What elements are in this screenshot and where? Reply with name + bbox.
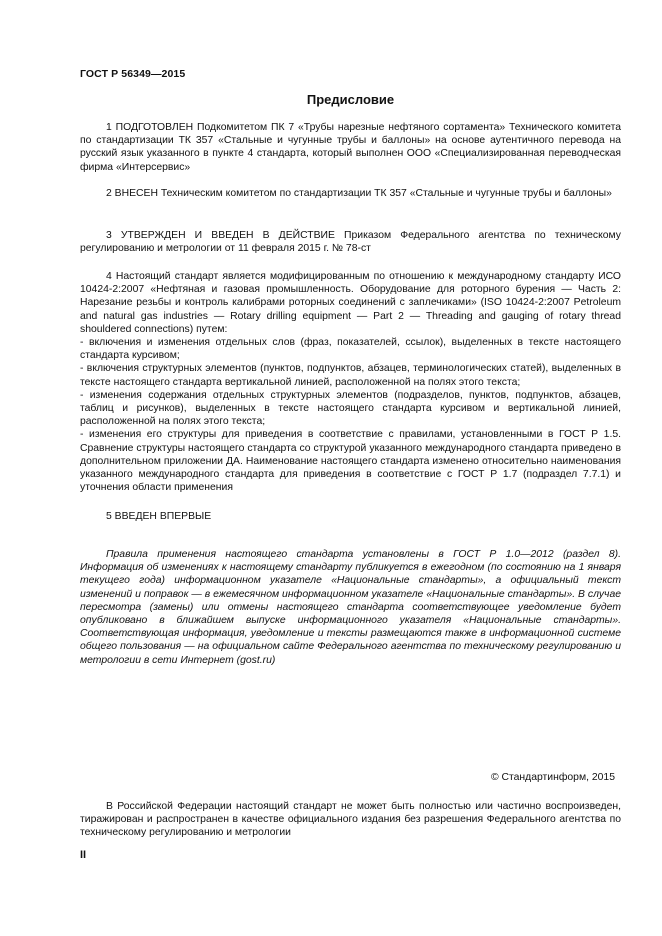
paragraph-application-rules-text: Правила применения настоящего стандарта установлены в ГОСТ Р 1.0—2012 (раздел 8). Информация об изменениях к настоящему стандарту публикуется в ежегодном (по состоянию на 1 января текущего года) информационном указателе «Национальные стандарты», а официальный текст изменений и поправок — в ежемесячном информационном указателе «Национальные стандарты». В случае пересмотра (замены) или отмены настоящего стандарта соответствующее уведомление будет опубликовано в ближайшем выпуске информационного указателя «Национальные стандарты». Соответствующая информация, уведомление и тексты размещаются также в информационной системе общего пользования — на официальном сайте Федерального агентства по техническому регулированию и метрологии в сети Интернет (gost.ru) bbox=[80, 549, 621, 666]
paragraph-first-introduced bbox=[80, 510, 621, 523]
paragraph-first-introduced-text: 5 ВВЕДЕН ВПЕРВЫЕ bbox=[106, 511, 212, 522]
paragraph-application-rules bbox=[80, 548, 621, 667]
page-number: II bbox=[80, 849, 87, 861]
list-item: - изменения его структуры для приведения в соответствие с правилами, установленными в ГОСТ Р 1.5. Сравнение структуры настоящего стандарта со структурой указанного международного стандарта приведено в дополнительном приложении ДА. Наименование настоящего стандарта изменено относительно наименования указанного международного стандарта для приведения в соответствие с ГОСТ Р 1.7 (подраздел 7.7.1) и уточнения области применения bbox=[80, 429, 621, 494]
paragraph-approved bbox=[80, 229, 621, 255]
copyright-notice: © Стандартинформ, 2015 bbox=[490, 772, 615, 783]
list-item: - включения структурных элементов (пунктов, подпунктов, абзацев, терминологических статей), выделенных в тексте настоящего стандарта вертикальной линией, расположенной на полях этого текста; bbox=[80, 363, 621, 388]
paragraph-introduced-text: 2 ВНЕСЕН Техническим комитетом по стандартизации ТК 357 «Стальные и чугунные трубы и баллоны» bbox=[106, 188, 612, 199]
paragraph-introduced bbox=[80, 187, 621, 200]
paragraph-modified-intro: 4 Настоящий стандарт является модифицированным по отношению к международному стандарту ИСО 10424-2:2007 «Нефтяная и газовая промышленность. Оборудование для роторного бурения — Часть 2: Нарезание резьбы и контроль калибрами роторных соединений с заплечиками» (ISO 10424-2:2007 Petroleum and natural gas industries — Rotary drilling equipment — Part 2 — Threading and gauging of rotary thread shouldered connections) путем: bbox=[80, 271, 621, 335]
paragraph-reproduction-notice-text: В Российской Федерации настоящий стандарт не может быть полностью или частично воспроизведен, тиражирован и распространен в качестве официального издания без разрешения Федерального агентства по техническому регулированию и метрологии bbox=[80, 801, 621, 839]
document-header: ГОСТ Р 56349—2015 bbox=[80, 68, 186, 80]
paragraph-modified bbox=[80, 270, 621, 494]
paragraph-approved-text: 3 УТВЕРЖДЕН И ВВЕДЕН В ДЕЙСТВИЕ Приказом Федерального агентства по техническому регулированию и метрологии от 11 февраля 2015 г. № 78-ст bbox=[80, 230, 621, 255]
list-item: - включения и изменения отдельных слов (фраз, показателей, ссылок), выделенных в тексте настоящего стандарта курсивом; bbox=[80, 337, 621, 362]
list-item: - изменения содержания отдельных структурных элементов (подразделов, пунктов, подпунктов, абзацев, таблиц и рисунков), выделенных в тексте настоящего стандарта курсивом и вертикальной линией, расположенной на полях этого текста; bbox=[80, 389, 621, 428]
page-title: Предисловие bbox=[306, 92, 395, 107]
paragraph-reproduction-notice bbox=[80, 800, 621, 840]
paragraph-prepared-text: 1 ПОДГОТОВЛЕН Подкомитетом ПК 7 «Трубы нарезные нефтяного сортамента» Технического комитета по стандартизации ТК 357 «Стальные и чугунные трубы и баллоны» на основе аутентичного перевода на русский язык указанного в пункте 4 стандарта, который выполнен ООО «Специализированная переводческая фирма «Интерсервис» bbox=[80, 122, 621, 173]
paragraph-prepared bbox=[80, 121, 621, 174]
